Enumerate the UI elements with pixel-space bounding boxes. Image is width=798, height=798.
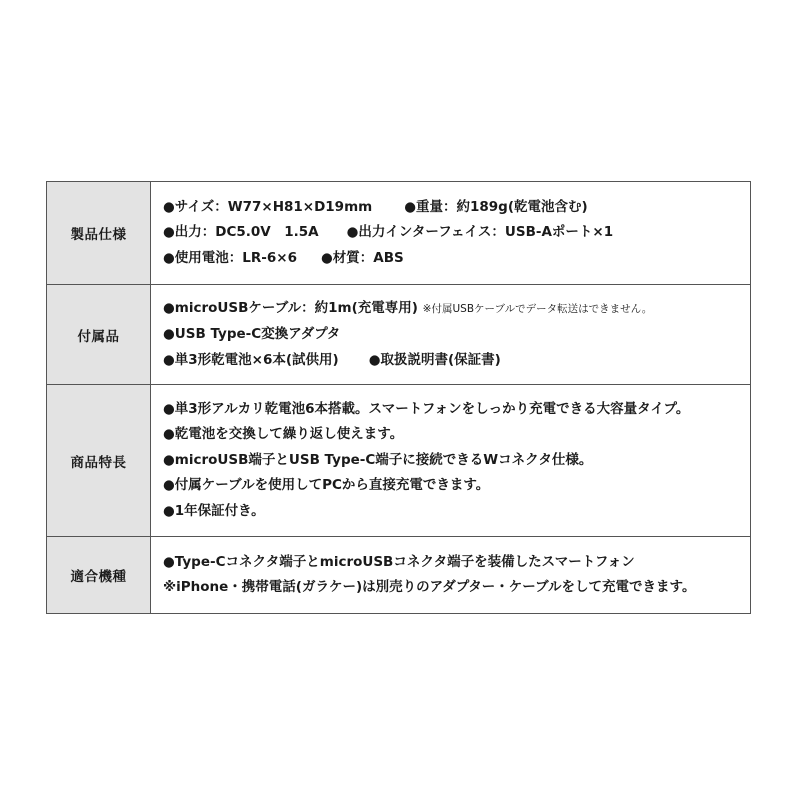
accessory-batteries: ●単3形乾電池×6本(試供用) bbox=[163, 351, 339, 368]
spec-weight: ●重量：約189g(乾電池含む) bbox=[404, 198, 588, 215]
accessory-adapter: ●USB Type-C変換アダプタ bbox=[163, 326, 341, 343]
feature-line: ●1年保証付き。 bbox=[163, 502, 265, 519]
spec-line-3 bbox=[163, 246, 744, 272]
spec-material: ●材質：ABS bbox=[320, 249, 404, 266]
spec-line-2 bbox=[163, 220, 744, 246]
accessory-line-3 bbox=[163, 348, 744, 374]
label-features: 商品特長 bbox=[47, 385, 151, 537]
feature-line: ●乾電池を交換して繰り返し使えます。 bbox=[163, 426, 404, 443]
content-features bbox=[151, 385, 751, 537]
table-row-features bbox=[47, 385, 751, 537]
table-row-spec bbox=[47, 182, 751, 285]
spec-table bbox=[46, 181, 751, 614]
accessory-line-2 bbox=[163, 322, 744, 348]
table-row-accessories bbox=[47, 285, 751, 385]
feature-line: ●単3形アルカリ乾電池6本搭載。スマートフォンをしっかり充電できる大容量タイプ。 bbox=[163, 400, 690, 417]
spec-line-1 bbox=[163, 195, 744, 221]
accessory-manual: ●取扱説明書(保証書) bbox=[368, 351, 501, 368]
compat-line: ※iPhone・携帯電話(ガラケー)は別売りのアダプター・ケーブルをして充電できます。 bbox=[163, 579, 696, 595]
spec-interface: ●出力インターフェイス：USB-Aポート×1 bbox=[346, 224, 614, 241]
accessory-line-1 bbox=[163, 296, 744, 323]
accessory-cable: ●microUSBケーブル：約1m(充電専用) bbox=[163, 299, 418, 316]
feature-line: ●microUSB端子とUSB Type-C端子に接続できるWコネクタ仕様。 bbox=[163, 451, 593, 468]
content-compatibility bbox=[151, 537, 751, 614]
table-row-compatibility bbox=[47, 537, 751, 614]
content-accessories bbox=[151, 285, 751, 385]
spec-battery: ●使用電池：LR-6×6 bbox=[163, 249, 297, 266]
label-compatibility: 適合機種 bbox=[47, 537, 151, 614]
label-accessories: 付属品 bbox=[47, 285, 151, 385]
spec-output: ●出力：DC5.0V 1.5A bbox=[163, 224, 319, 241]
feature-line: ●付属ケーブルを使用してPCから直接充電できます。 bbox=[163, 477, 490, 494]
content-product-spec bbox=[151, 182, 751, 285]
spec-size: ●サイズ：W77×H81×D19mm bbox=[163, 198, 373, 215]
accessory-cable-note: ※付属USBケーブルでデータ転送はできません。 bbox=[422, 302, 653, 315]
label-product-spec: 製品仕様 bbox=[47, 182, 151, 285]
compat-line: ●Type-Cコネクタ端子とmicroUSBコネクタ端子を装備したスマートフォン bbox=[163, 553, 635, 570]
